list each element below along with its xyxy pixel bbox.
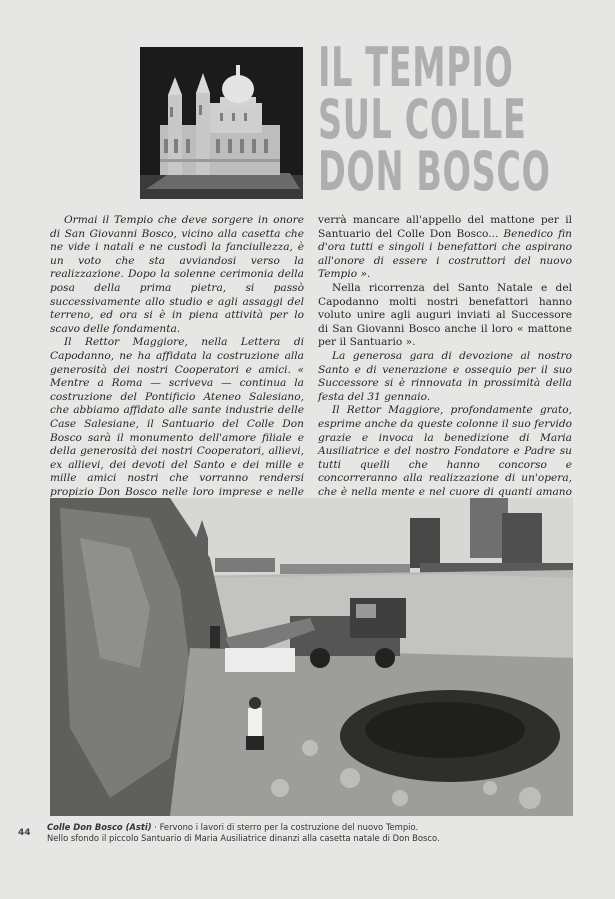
construction-site-photo bbox=[50, 498, 573, 816]
caption-line-1 bbox=[47, 822, 587, 833]
paragraph: Il Rettor Maggiore, nella Lettera di Capodanno, ne ha affidata la costruzione alla generosità dei nostri Cooperatori e amici. « Mentre a Roma — scriveva — continua la costruzione del Pontificio Ateneo Salesiano, che abbiamo affidato alle sante industrie delle Case Salesiane, il Santuario del Colle Don Bosco sarà il monumento dell'amore filiale e della generosità dei nostri Cooperatori, allievi, ex allievi, dei devoti del Santo e dei mille e mille amici nostri che vorranno rendersi propizio Don Bosco nelle loro imprese e nelle bbox=[50, 336, 304, 498]
caption-place: Colle Don Bosco (Asti) bbox=[47, 822, 152, 832]
article-headline bbox=[318, 36, 551, 203]
paragraph-roman: verrà mancare all'appello del mattone per il Santuario del Colle Don Bosco... bbox=[318, 214, 572, 240]
article-column-left bbox=[50, 214, 304, 527]
paragraph: Nella ricorrenza del Santo Natale e del Capodanno molti nostri benefattori hanno voluto unire agli auguri inviati al Successore di San Giovanni Bosco anche il loro « mattone per il Santuario ». bbox=[318, 281, 572, 349]
paragraph: La generosa gara di devozione al nostro Santo e di venerazione e ossequio per il suo Successore si è rinnovata in prossimità della festa del 31 gennaio. bbox=[318, 349, 572, 403]
article-column-right bbox=[318, 214, 572, 513]
headline-line-2: SUL COLLE bbox=[318, 88, 527, 151]
paragraph-italic: Benedico fin d'ora tutti e singoli i benefattori che aspirano all'onore di essere i costruttori del nuovo Tempio ». bbox=[318, 227, 572, 281]
photo-caption bbox=[47, 822, 587, 845]
caption-text: · Fervono i lavori di sterro per la costruzione del nuovo Tempio. bbox=[151, 822, 419, 832]
paragraph: Ormai il Tempio che deve sorgere in onore di San Giovanni Bosco, vicino alla casetta che ne vide i natali e ne custodì la fanciullezza, è un voto che sta avviandosi verso la realizzazione. Dopo la solenne cerimonia della posa della prima pietra, si passò successivamente allo studio e agli assaggi del terreno, ed ora si è in piena attività per lo scavo delle fondamenta. bbox=[50, 214, 304, 335]
caption-line-2: Nello sfondo il piccolo Santuario di Maria Ausiliatrice dinanzi alla casetta natale di Don Bosco. bbox=[47, 833, 440, 844]
paragraph: Il Rettor Maggiore, profondamente grato, esprime anche da queste colonne il suo fervido grazie e invoca la benedizione di Maria Ausiliatrice e del nostro Fondatore e Padre su tutti quelli che hanno concorso e concorreranno alla realizzazione di un'opera, che è nella mente e nel cuore di quanti amano bbox=[318, 404, 572, 498]
headline-line-1: IL TEMPIO bbox=[318, 36, 514, 99]
paragraph bbox=[318, 214, 572, 282]
temple-model-photo bbox=[140, 47, 303, 199]
headline-line-3: DON BOSCO bbox=[318, 140, 551, 203]
page-number: 44 bbox=[18, 828, 31, 838]
